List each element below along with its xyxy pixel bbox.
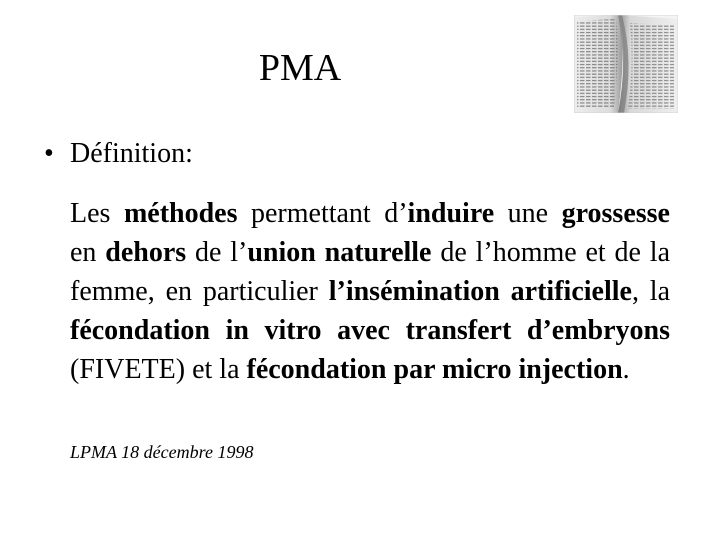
definition-emphasis: méthodes [123,198,238,229]
open-book-icon [574,15,678,113]
definition-run: de l’homme et de la femme, en particulier [70,237,670,307]
definition-emphasis: fécondation in vitro avec transfert d’embryons [70,315,670,346]
definition-run: . [622,354,630,385]
definition-run: Les [70,198,124,229]
definition-run: , la [631,276,670,307]
definition-run: permettant d’ [237,198,408,229]
bullet-definition [44,137,193,171]
definition-text [70,194,670,389]
definition-emphasis: dehors [105,237,187,268]
slide-title: PMA [258,47,342,89]
bullet-marker: • [44,138,54,169]
definition-run: en [70,237,106,268]
definition-emphasis: l’insémination artificielle [328,276,632,307]
definition-run: de l’ [186,237,248,268]
definition-run: une [494,198,562,229]
definition-emphasis: fécondation par micro injection [246,354,623,385]
definition-emphasis: induire [407,198,495,229]
bullet-label: Définition: [70,138,193,169]
definition-run: (FIVETE) et la [70,354,247,385]
definition-emphasis: union naturelle [247,237,432,268]
source-note: LPMA 18 décembre 1998 [70,442,254,462]
definition-emphasis: grossesse [561,198,670,229]
